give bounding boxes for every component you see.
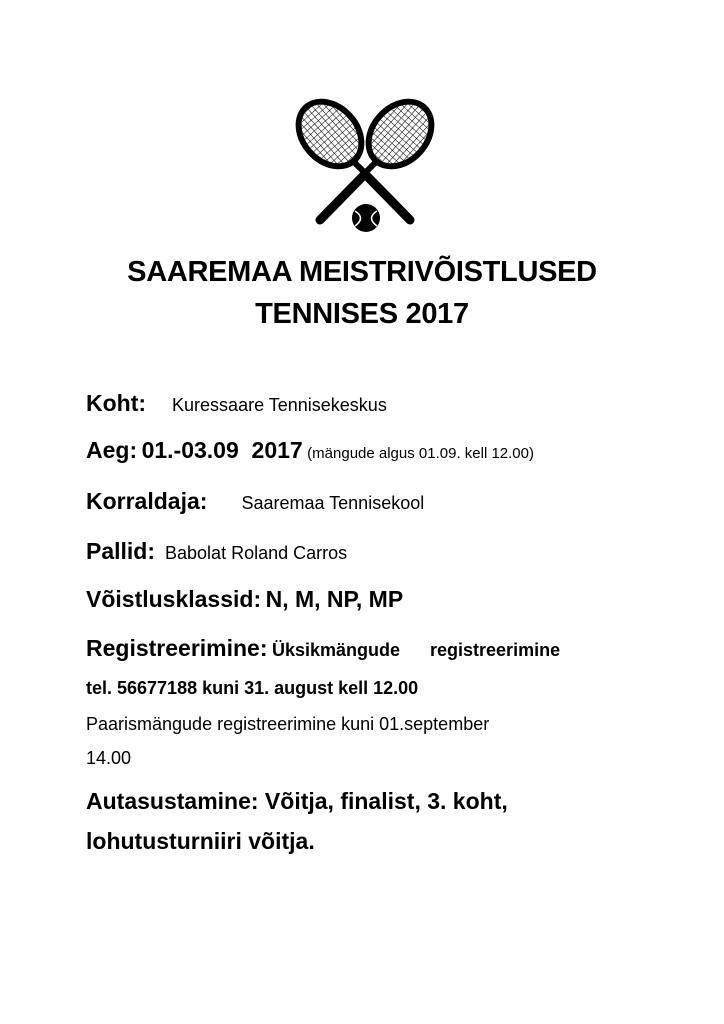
autasustamine-line-1: Autasustamine: Võitja, finalist, 3. koht, bbox=[86, 788, 508, 814]
aeg-row bbox=[86, 437, 534, 464]
klassid-label: Võistlusklassid: bbox=[86, 586, 262, 612]
registreerimine-row bbox=[86, 635, 560, 662]
paarismangud-time: 14.00 bbox=[86, 748, 132, 768]
paarismangud-line: Paarismängude registreerimine kuni 01.september bbox=[86, 714, 490, 734]
registreerimine-part2: registreerimine bbox=[430, 640, 561, 660]
korraldaja-value: Saaremaa Tennisekool bbox=[241, 493, 425, 513]
koht-row bbox=[86, 390, 387, 417]
pallid-label: Pallid: bbox=[86, 538, 156, 564]
aeg-label: Aeg: bbox=[86, 437, 138, 463]
koht-label: Koht: bbox=[86, 390, 147, 416]
tennis-rackets-icon bbox=[280, 96, 450, 246]
registreerimine-part1: Üksikmängude bbox=[271, 640, 401, 660]
koht-value: Kuressaare Tennisekeskus bbox=[172, 395, 387, 415]
korraldaja-row bbox=[86, 488, 424, 515]
aeg-value: 01.-03.09 2017 bbox=[141, 437, 303, 463]
korraldaja-label: Korraldaja: bbox=[86, 488, 208, 514]
pallid-value: Babolat Roland Carros bbox=[165, 543, 348, 563]
klassid-row bbox=[86, 586, 403, 613]
klassid-value: N, M, NP, MP bbox=[265, 586, 404, 612]
aeg-note: (mängude algus 01.09. kell 12.00) bbox=[307, 445, 534, 462]
title-line-1: SAAREMAA MEISTRIVÕISTLUSED bbox=[127, 256, 597, 288]
pallid-row bbox=[86, 538, 347, 565]
registreerimine-tel: tel. 56677188 kuni 31. august kell 12.00 bbox=[86, 678, 419, 698]
title-line-2: TENNISES 2017 bbox=[255, 298, 469, 330]
autasustamine-line-2: lohutusturniiri võitja. bbox=[86, 828, 315, 854]
registreerimine-label: Registreerimine: bbox=[86, 635, 268, 661]
